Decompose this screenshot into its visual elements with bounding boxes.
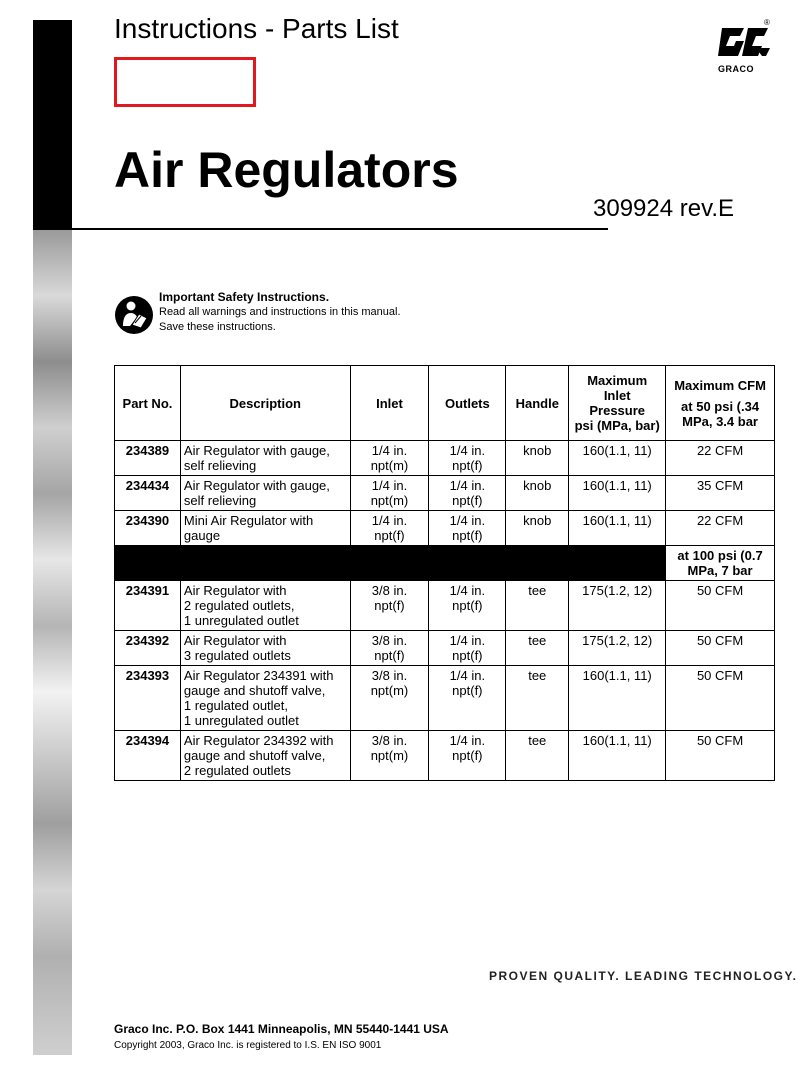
cfm-cell-line: 50 CFM bbox=[696, 733, 744, 748]
pressure-cell bbox=[569, 441, 666, 476]
pressure-psi: 160 bbox=[582, 478, 605, 493]
inlet-cell-line: npt(m) bbox=[370, 493, 409, 508]
handle-cell-line: knob bbox=[523, 513, 552, 528]
handle-cell bbox=[506, 631, 569, 666]
header-line: psi (MPa, bar) bbox=[574, 418, 660, 433]
handle-cell bbox=[506, 476, 569, 511]
graco-logo-text: GRACO bbox=[718, 64, 754, 74]
header-line: Inlet bbox=[603, 388, 631, 403]
outlets-cell bbox=[429, 581, 506, 631]
part-number-cell-line: 234391 bbox=[125, 583, 170, 598]
inlet-cell-line: npt(f) bbox=[374, 598, 405, 613]
pressure-psi: 175 bbox=[582, 583, 604, 598]
part-number-cell bbox=[115, 581, 181, 631]
col-header-outlets: Outlets bbox=[429, 366, 506, 441]
tagline: PROVEN QUALITY. LEADING TECHNOLOGY. bbox=[489, 969, 798, 983]
handle-cell-line: knob bbox=[523, 443, 552, 458]
part-number-cell-line: 234390 bbox=[125, 513, 170, 528]
inlet-cell-line: npt(f) bbox=[374, 648, 405, 663]
handle-cell-line: knob bbox=[523, 478, 552, 493]
handle-cell-line: tee bbox=[528, 583, 547, 598]
description-cell-line: Mini Air Regulator with bbox=[183, 513, 314, 528]
description-cell-line: Air Regulator 234391 with bbox=[183, 668, 334, 683]
inlet-cell bbox=[350, 631, 429, 666]
header-line: Maximum CFM bbox=[674, 377, 766, 393]
safety-notice bbox=[159, 290, 401, 335]
inlet-cell-line: npt(m) bbox=[370, 683, 409, 698]
handle-cell-line: tee bbox=[528, 633, 547, 648]
part-number-cell bbox=[115, 666, 181, 731]
inlet-cell-line: 1/4 in. bbox=[371, 478, 408, 493]
pressure-cell bbox=[569, 666, 666, 731]
pressure-mpa-bar: (1.1, 11) bbox=[604, 443, 652, 458]
pressure-psi: 160 bbox=[582, 513, 605, 528]
description-cell bbox=[180, 666, 350, 731]
header-line: Pressure bbox=[589, 403, 646, 418]
handle-cell bbox=[506, 666, 569, 731]
part-number-cell-line: 234434 bbox=[125, 478, 170, 493]
description-cell bbox=[180, 476, 350, 511]
cfm-cell bbox=[666, 666, 775, 731]
description-cell-line: Air Regulator with bbox=[183, 583, 287, 598]
cfm-subheader-cell-line: at 100 psi (0.7 bbox=[677, 548, 763, 563]
part-number-cell-line: 234389 bbox=[125, 443, 170, 458]
cfm-cell-line: 35 CFM bbox=[696, 478, 744, 493]
part-number-cell bbox=[115, 631, 181, 666]
handle-cell-line: tee bbox=[528, 733, 547, 748]
outlets-cell bbox=[429, 511, 506, 546]
parts-table bbox=[114, 365, 775, 781]
cfm-subheader-cell bbox=[666, 546, 775, 581]
description-cell-line: Air Regulator 234392 with bbox=[183, 733, 334, 748]
part-number-cell bbox=[115, 476, 181, 511]
inlet-cell bbox=[350, 441, 429, 476]
handle-cell-line: tee bbox=[528, 668, 547, 683]
cfm-cell-line: 50 CFM bbox=[696, 583, 744, 598]
outlets-cell-line: 1/4 in. bbox=[449, 733, 486, 748]
outlets-cell-line: 1/4 in. bbox=[449, 668, 486, 683]
pressure-mpa-bar: (1.1, 11) bbox=[604, 513, 652, 528]
cfm-cell bbox=[666, 631, 775, 666]
handle-cell bbox=[506, 581, 569, 631]
inlet-cell-line: npt(m) bbox=[370, 748, 409, 763]
outlets-cell-line: npt(f) bbox=[452, 648, 483, 663]
description-cell-line: self relieving bbox=[183, 458, 257, 473]
description-cell-line: 2 regulated outlets, bbox=[183, 598, 295, 613]
part-number-cell-line: 234393 bbox=[125, 668, 170, 683]
outlets-cell-line: 1/4 in. bbox=[449, 583, 486, 598]
description-cell-line: self relieving bbox=[183, 493, 257, 508]
pressure-mpa-bar: (1.2, 12) bbox=[603, 633, 653, 648]
pressure-psi: 160 bbox=[582, 668, 605, 683]
description-cell bbox=[180, 511, 350, 546]
col-header-handle: Handle bbox=[506, 366, 569, 441]
description-cell bbox=[180, 581, 350, 631]
description-cell bbox=[180, 631, 350, 666]
outlets-cell-line: npt(f) bbox=[452, 493, 483, 508]
outlets-cell-line: 1/4 in. bbox=[449, 478, 486, 493]
inlet-cell-line: 1/4 in. bbox=[371, 513, 408, 528]
description-cell-line: Air Regulator with gauge, bbox=[183, 443, 330, 458]
outlets-cell bbox=[429, 731, 506, 781]
safety-line: Read all warnings and instructions in this manual. bbox=[159, 306, 401, 318]
pressure-psi: 160 bbox=[582, 733, 605, 748]
table-header-row bbox=[115, 366, 775, 441]
outlets-cell-line: 1/4 in. bbox=[449, 633, 486, 648]
pressure-cell bbox=[569, 511, 666, 546]
part-number-cell bbox=[115, 441, 181, 476]
description-cell-line: 1 unregulated outlet bbox=[183, 713, 299, 728]
header-line: MPa, 3.4 bar bbox=[682, 413, 758, 429]
handle-cell bbox=[506, 511, 569, 546]
inlet-cell-line: 3/8 in. bbox=[371, 633, 408, 648]
outlets-cell-line: npt(f) bbox=[452, 748, 483, 763]
pressure-cell bbox=[569, 581, 666, 631]
outlets-cell bbox=[429, 476, 506, 511]
table-row bbox=[115, 631, 775, 666]
cfm-cell bbox=[666, 731, 775, 781]
safety-line: Save these instructions. bbox=[159, 321, 276, 333]
part-number-cell bbox=[115, 511, 181, 546]
doc-number: 309924 rev.E bbox=[593, 195, 734, 222]
handle-cell bbox=[506, 731, 569, 781]
inlet-cell bbox=[350, 581, 429, 631]
safety-heading: Important Safety Instructions. bbox=[159, 290, 330, 304]
black-band bbox=[115, 546, 666, 581]
col-header-max-inlet-pressure bbox=[569, 366, 666, 441]
part-number-cell-line: 234392 bbox=[125, 633, 170, 648]
safety-manual-reader-icon bbox=[114, 295, 154, 335]
description-cell bbox=[180, 441, 350, 476]
registered-mark: ® bbox=[764, 18, 770, 27]
pressure-mpa-bar: (1.1, 11) bbox=[604, 733, 652, 748]
inlet-cell bbox=[350, 731, 429, 781]
description-cell-line: gauge bbox=[183, 528, 221, 543]
pressure-cell bbox=[569, 731, 666, 781]
description-cell-line: gauge and shutoff valve, bbox=[183, 683, 326, 698]
pressure-cell bbox=[569, 631, 666, 666]
description-cell-line: gauge and shutoff valve, bbox=[183, 748, 326, 763]
part-number-cell bbox=[115, 731, 181, 781]
inlet-cell bbox=[350, 476, 429, 511]
outlets-cell-line: npt(f) bbox=[452, 683, 483, 698]
outlets-cell bbox=[429, 666, 506, 731]
outlets-cell-line: 1/4 in. bbox=[449, 443, 486, 458]
cfm-cell bbox=[666, 476, 775, 511]
table-row bbox=[115, 511, 775, 546]
col-header-description: Description bbox=[180, 366, 350, 441]
page-title: Air Regulators bbox=[114, 142, 459, 198]
inlet-cell-line: 3/8 in. bbox=[371, 733, 408, 748]
description-cell-line: Air Regulator with gauge, bbox=[183, 478, 330, 493]
title-underline bbox=[72, 228, 608, 230]
table-row bbox=[115, 441, 775, 476]
inlet-cell bbox=[350, 666, 429, 731]
description-cell bbox=[180, 731, 350, 781]
pressure-mpa-bar: (1.1, 11) bbox=[604, 668, 652, 683]
header-line: at 50 psi (.34 bbox=[681, 398, 760, 414]
part-number-cell-line: 234394 bbox=[125, 733, 170, 748]
col-header-max-cfm bbox=[666, 366, 775, 441]
col-header-inlet: Inlet bbox=[350, 366, 429, 441]
pressure-mpa-bar: (1.1, 11) bbox=[604, 478, 652, 493]
handle-cell bbox=[506, 441, 569, 476]
copyright-notice: Copyright 2003, Graco Inc. is registered to I.S. EN ISO 9001 bbox=[114, 1040, 382, 1051]
description-cell-line: Air Regulator with bbox=[183, 633, 287, 648]
cfm-cell-line: 22 CFM bbox=[696, 443, 744, 458]
red-outline-box bbox=[114, 57, 256, 107]
cfm-subheader-cell-line: MPa, 7 bar bbox=[687, 563, 753, 578]
doc-type-heading: Instructions - Parts List bbox=[114, 13, 399, 44]
inlet-cell-line: 3/8 in. bbox=[371, 668, 408, 683]
outlets-cell bbox=[429, 631, 506, 666]
pressure-psi: 160 bbox=[582, 443, 605, 458]
description-cell-line: 3 regulated outlets bbox=[183, 648, 291, 663]
inlet-cell bbox=[350, 511, 429, 546]
outlets-cell-line: 1/4 in. bbox=[449, 513, 486, 528]
table-row bbox=[115, 666, 775, 731]
cfm-cell bbox=[666, 581, 775, 631]
inlet-cell-line: npt(f) bbox=[374, 528, 405, 543]
table-row bbox=[115, 731, 775, 781]
sidebar-black-bar bbox=[33, 20, 72, 230]
inlet-cell-line: 1/4 in. bbox=[371, 443, 408, 458]
header-line: Maximum bbox=[587, 373, 648, 388]
pressure-cell bbox=[569, 476, 666, 511]
table-row bbox=[115, 581, 775, 631]
description-cell-line: 2 regulated outlets bbox=[183, 763, 291, 778]
description-cell-line: 1 regulated outlet, bbox=[183, 698, 288, 713]
description-cell-line: 1 unregulated outlet bbox=[183, 613, 299, 628]
col-header-part-no: Part No. bbox=[115, 366, 181, 441]
section-divider-row bbox=[115, 546, 775, 581]
cfm-cell bbox=[666, 511, 775, 546]
outlets-cell-line: npt(f) bbox=[452, 598, 483, 613]
cfm-cell-line: 22 CFM bbox=[696, 513, 744, 528]
company-address: Graco Inc. P.O. Box 1441 Minneapolis, MN 55440-1441 USA bbox=[114, 1022, 449, 1036]
cfm-cell-line: 50 CFM bbox=[696, 668, 744, 683]
outlets-cell-line: npt(f) bbox=[452, 528, 483, 543]
sidebar-metal-strip bbox=[33, 230, 72, 1055]
table-row bbox=[115, 476, 775, 511]
pressure-psi: 175 bbox=[582, 633, 604, 648]
inlet-cell-line: 3/8 in. bbox=[371, 583, 408, 598]
outlets-cell-line: npt(f) bbox=[452, 458, 483, 473]
inlet-cell-line: npt(m) bbox=[370, 458, 409, 473]
cfm-cell-line: 50 CFM bbox=[696, 633, 744, 648]
outlets-cell bbox=[429, 441, 506, 476]
cfm-cell bbox=[666, 441, 775, 476]
pressure-mpa-bar: (1.2, 12) bbox=[603, 583, 653, 598]
